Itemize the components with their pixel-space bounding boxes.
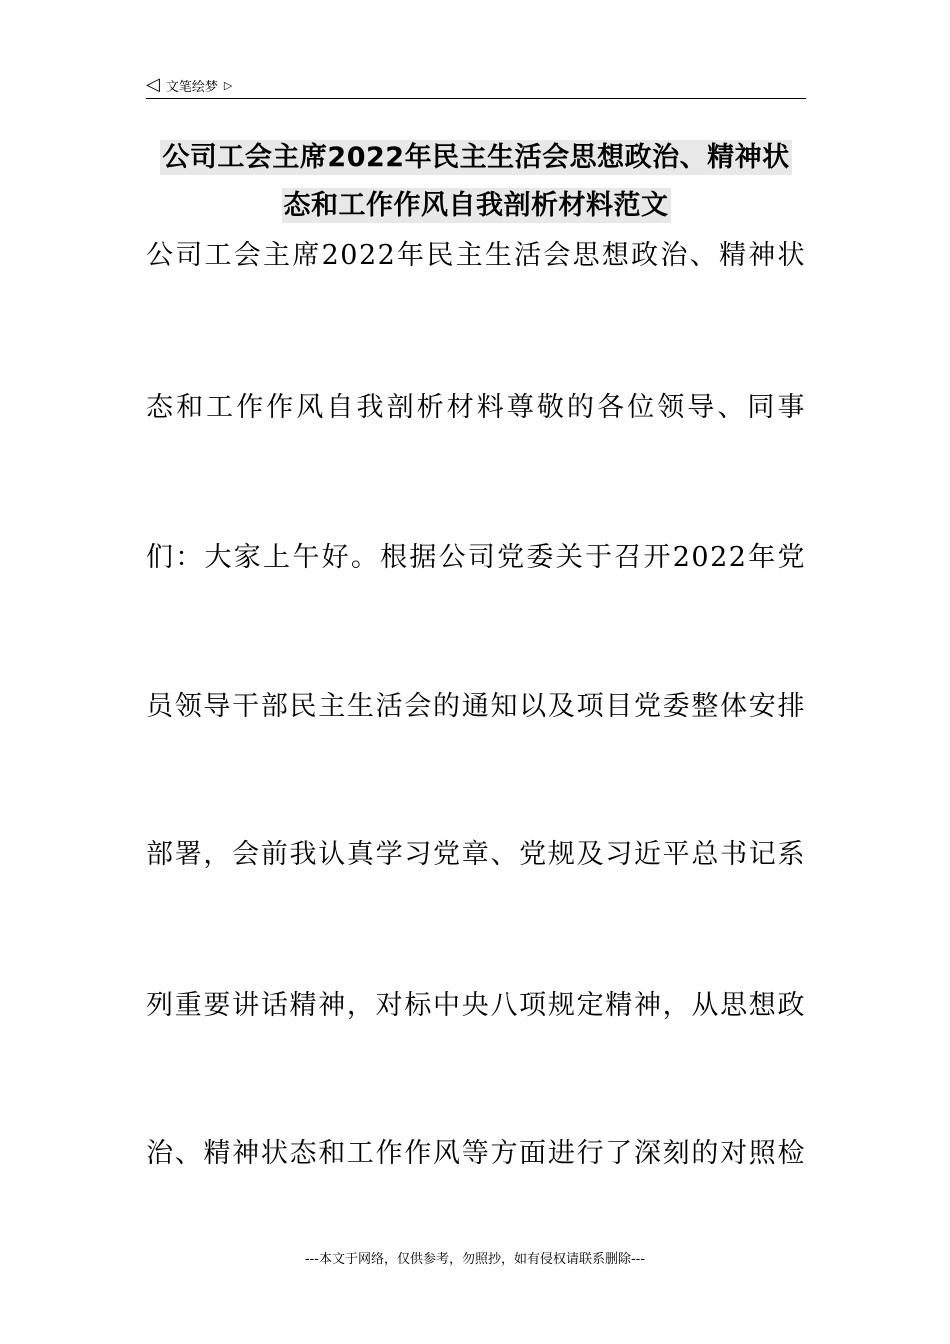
disclaimer-footer: ---本文于网络，仅供参考，勿照抄，如有侵权请联系删除--- (304, 1252, 646, 1267)
brand-label: 文笔绘梦 (165, 79, 218, 95)
document-header (146, 72, 806, 99)
body-line-7: 治、精神状态和工作作风等方面进行了深刻的对照检 (146, 1138, 806, 1169)
triangle-right-icon: ▷ (223, 78, 233, 92)
body-line-6: 列重要讲话精神，对标中央八项规定精神，从思想政 (146, 990, 806, 1021)
body-line-1: 公司工会主席2022年民主生活会思想政治、精神状 (146, 240, 806, 271)
title-text-1: 公司工会主席2022年民主生活会思想政治、精神状 (162, 142, 790, 173)
document-title-line-1 (146, 135, 806, 174)
body-line-2: 态和工作作风自我剖析材料尊敬的各位领导、同事 (146, 392, 806, 423)
body-line-4: 员领导干部民主生活会的通知以及项目党委整体安排 (146, 691, 806, 722)
title-text-2: 态和工作作风自我剖析材料范文 (283, 190, 669, 221)
triangle-left-icon: ◁ (146, 74, 160, 95)
body-line-3: 们：大家上午好。根据公司党委关于召开2022年党 (146, 542, 806, 573)
body-line-5: 部署，会前我认真学习党章、党规及习近平总书记系 (146, 839, 806, 870)
document-title-line-2 (146, 183, 806, 222)
